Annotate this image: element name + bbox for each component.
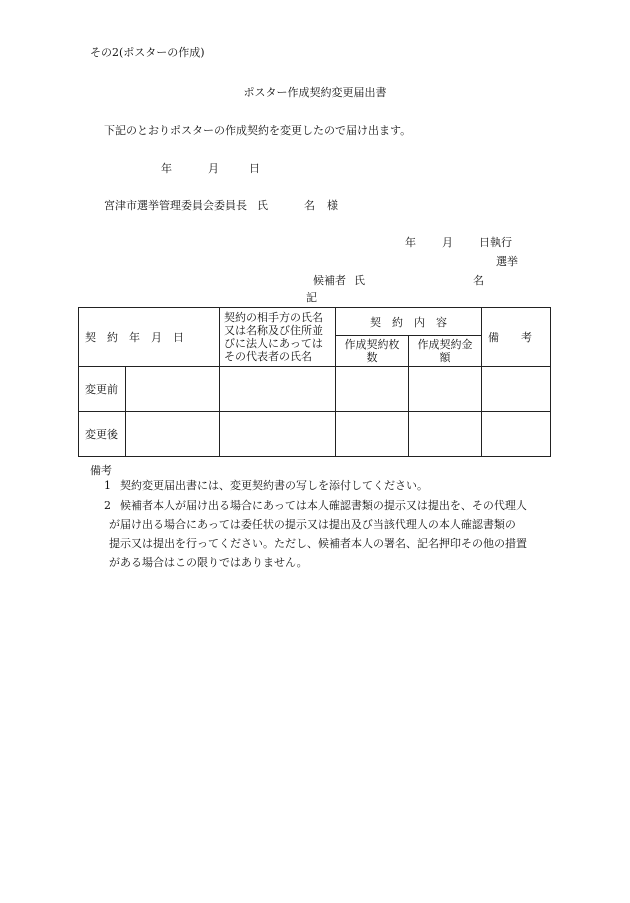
cell-after-date <box>126 412 220 457</box>
cell-before-notes <box>482 367 551 412</box>
document-title: ポスター作成契約変更届出書 <box>243 86 387 99</box>
contract-table <box>78 307 551 457</box>
cell-before-amount <box>409 367 482 412</box>
date-line <box>161 163 260 174</box>
row-label-before: 変更前 <box>79 367 126 412</box>
date-year: 年 <box>161 162 172 175</box>
addressee <box>104 200 338 211</box>
note2-line3: 提示又は提出を行ってください。ただし、候補者本人の署名、記名押印その他の措置 <box>109 537 527 550</box>
header-count: 作成契約枚 数 <box>336 336 409 367</box>
cell-after-counterparty <box>220 412 336 457</box>
date-month: 月 <box>208 162 219 175</box>
execution-date <box>405 237 512 248</box>
table-row <box>79 367 551 412</box>
addressee-honorific: 様 <box>327 199 338 212</box>
candidate-label: 候補者 <box>313 274 346 287</box>
remarks-heading: 備考 <box>90 464 112 477</box>
cell-before-counterparty <box>220 367 336 412</box>
note1-number: 1 <box>104 479 111 492</box>
candidate-line <box>313 275 484 286</box>
exec-year: 年 <box>405 236 416 249</box>
candidate-name-prefix: 氏 <box>354 274 365 287</box>
note2-line4: がある場合はこの限りではありません。 <box>109 556 308 569</box>
note1-text: 契約変更届出書には、変更契約書の写しを添付してください。 <box>120 479 428 492</box>
header-notes: 備 考 <box>482 308 551 367</box>
election-label: 選挙 <box>496 255 518 268</box>
header-contract-content: 契 約 内 容 <box>336 308 482 336</box>
cell-after-count <box>336 412 409 457</box>
section-label: その2(ポスターの作成) <box>90 46 205 59</box>
header-counterparty: 契約の相手方の氏名又は名称及び住所並びに法人にあってはその代表者の氏名 <box>220 308 336 367</box>
exec-day: 日執行 <box>479 236 512 249</box>
cell-before-date <box>126 367 220 412</box>
addressee-name-suffix: 名 <box>304 199 315 212</box>
intro-text: 下記のとおりポスターの作成契約を変更したので届け出ます。 <box>104 124 412 137</box>
date-day: 日 <box>249 162 260 175</box>
addressee-name-prefix: 氏 <box>257 199 268 212</box>
exec-month: 月 <box>442 236 453 249</box>
header-contract-date: 契 約 年 月 日 <box>79 308 220 367</box>
note2-line1: 候補者本人が届け出る場合にあっては本人確認書類の提示又は提出を、その代理人 <box>120 499 527 512</box>
header-amount: 作成契約金 額 <box>409 336 482 367</box>
row-label-after: 変更後 <box>79 412 126 457</box>
candidate-name-suffix: 名 <box>473 274 484 287</box>
cell-after-amount <box>409 412 482 457</box>
cell-before-count <box>336 367 409 412</box>
cell-after-notes <box>482 412 551 457</box>
ki-label: 記 <box>306 291 317 304</box>
addressee-org: 宮津市選挙管理委員会委員長 <box>104 199 247 212</box>
note2-line2: が届け出る場合にあっては委任状の提示又は提出及び当該代理人の本人確認書類の <box>109 518 516 531</box>
table-row <box>79 412 551 457</box>
note2-number: 2 <box>104 499 111 512</box>
